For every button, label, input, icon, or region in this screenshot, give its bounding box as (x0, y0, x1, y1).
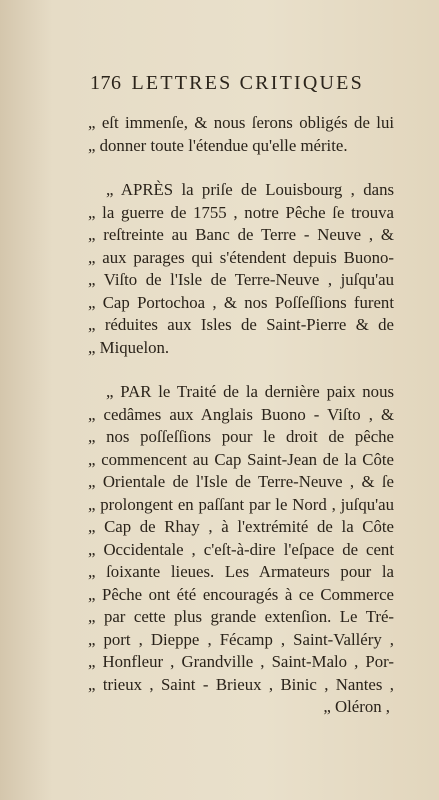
text-line: „ cedâmes aux Anglais Buono - Viſto , & (88, 404, 394, 424)
text-line: „ nos poſſeſſions pour le droit de pêche (88, 427, 394, 446)
text-line: „ réduites aux Isles de Saint-Pierre & de (88, 315, 394, 334)
text-line: „ PAR le Traité de la dernière paix nous (106, 382, 394, 401)
text-line: „ APRÈS la priſe de Louisbourg , dans (106, 180, 394, 199)
text-line: „ la guerre de 1755 , notre Pêche ſe trouva (88, 202, 394, 222)
text-line: „ Viſto de l'Isle de Terre-Neuve , juſqu'au (88, 270, 394, 289)
text-line: „ donner toute l'étendue qu'elle mérite. (88, 135, 348, 155)
text-line: „ Cap Portochoa , & nos Poſſeſſions furent (88, 292, 394, 312)
paragraph (88, 179, 394, 359)
catchword: „ Oléron , (323, 697, 390, 716)
text-line: „ ſoixante lieues. Les Armateurs pour la (88, 562, 394, 581)
body-text (88, 112, 394, 719)
running-header (90, 72, 390, 98)
text-line: „ trieux , Saint - Brieux , Binic , Nantes , (88, 674, 394, 694)
text-line: „ Cap de Rhay , à l'extrémité de la Côte (88, 517, 394, 536)
text-line: „ aux parages qui s'étendent depuis Buono- (88, 247, 394, 267)
text-line: „ par cette plus grande extenſion. Le Tré- (88, 607, 394, 626)
text-line: „ Occidentale , c'eſt-à-dire l'eſpace de cent (88, 539, 394, 559)
page-number: 176 (90, 72, 122, 94)
running-title: LETTRES CRITIQUES (131, 72, 364, 94)
text-line: „ eſt immenſe, & nous ſerons obligés de lui (88, 113, 394, 132)
text-line: „ port , Dieppe , Fécamp , Saint-Valléry , (88, 629, 394, 649)
text-line: „ commencent au Cap Saint-Jean de la Côte (88, 449, 394, 469)
text-line: „ Miquelon. (88, 337, 170, 357)
paragraph (88, 381, 394, 696)
paragraph (88, 112, 394, 157)
text-line: „ Orientale de l'Isle de Terre-Neuve , & ſe (88, 472, 394, 491)
text-line: „ Pêche ont été encouragés à ce Commerce (88, 584, 394, 604)
text-line: „ prolongent en paſſant par le Nord , juſqu'au (88, 494, 394, 514)
text-line: „ reſtreinte au Banc de Terre - Neuve , & (88, 225, 394, 244)
text-line: „ Honfleur , Grandville , Saint-Malo , Por- (88, 652, 394, 671)
